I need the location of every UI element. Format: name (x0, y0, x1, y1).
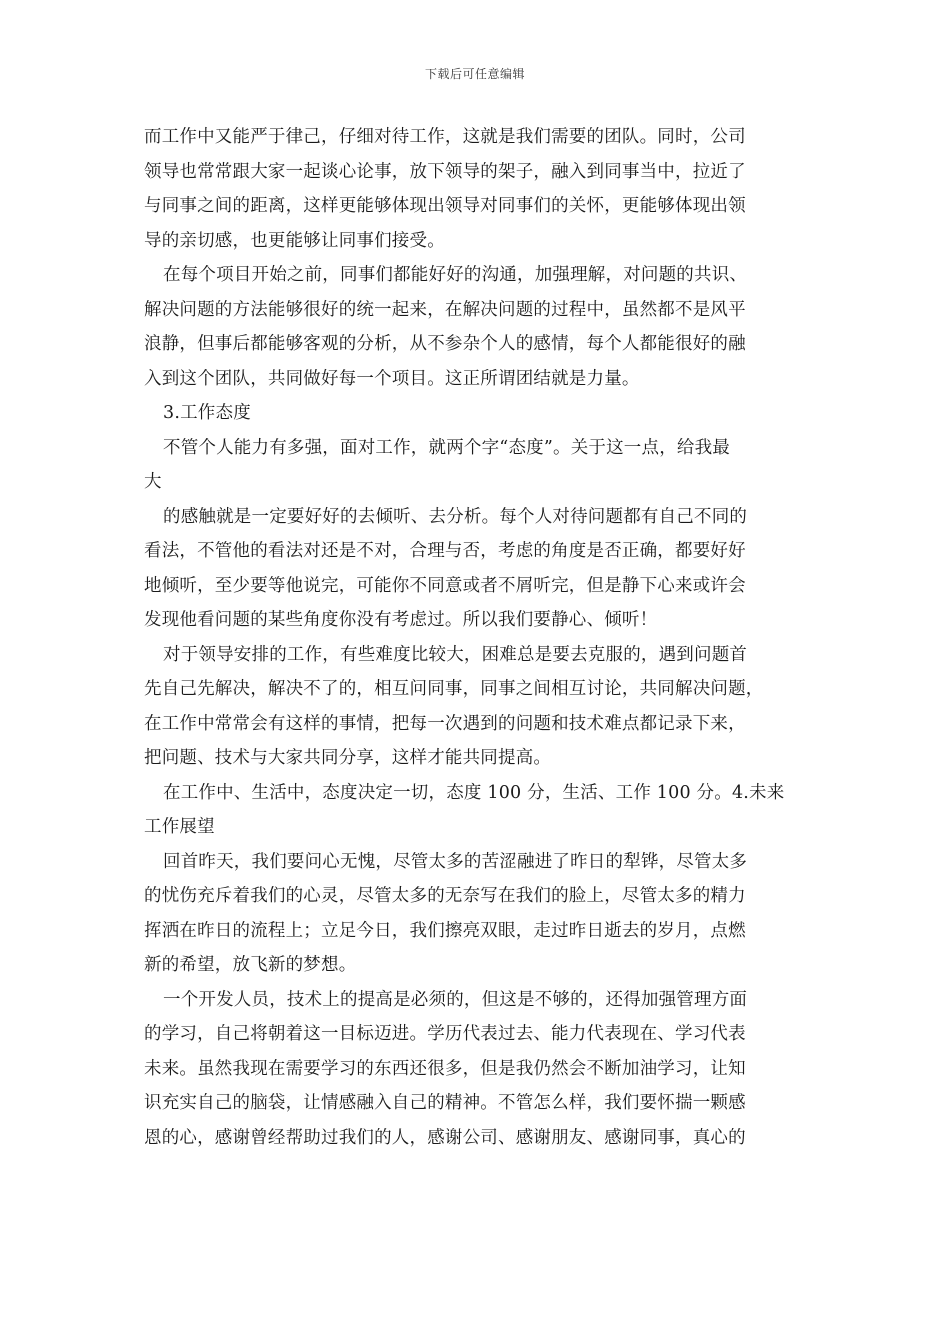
text-line: 把问题、技术与大家共同分享，这样才能共同提高。 (144, 748, 552, 768)
text-line: 挥洒在昨日的流程上；立足今日，我们擦亮双眼，走过昨日逝去的岁月，点燃 (144, 920, 746, 941)
text-line: 的感触就是一定要好好的去倾听、去分析。每个人对待问题都有自己不同的 (163, 506, 748, 527)
text-line: 先自己先解决，解决不了的，相互问同事，同事之间相互讨论，共同解决问题， (144, 679, 764, 699)
text-line: 一个开发人员，技术上的提高是必须的，但这是不够的，还得加强管理方面 (163, 989, 748, 1010)
text-line: 看法，不管他的看法对还是不对，合理与否，考虑的角度是否正确，都要好好 (144, 541, 746, 561)
text-line: 发现他看问题的某些角度你没有考虑过。所以我们要静心、倾听！ (144, 610, 658, 630)
text-line: 对于领导安排的工作，有些难度比较大，困难总是要去克服的，遇到问题首 (163, 644, 748, 665)
text-line: 在工作中、生活中，态度决定一切，态度 100 分，生活、工作 100 分。4.未来 (163, 782, 785, 803)
text-line: 识充实自己的脑袋，让情感融入自己的精神。不管怎么样，我们要怀揣一颗感 (144, 1093, 746, 1113)
text-line: 回首昨天，我们要问心无愧，尽管太多的苦涩融进了昨日的犁铧，尽管太多 (163, 851, 748, 872)
text-line: 未来。虽然我现在需要学习的东西还很多，但是我仍然会不断加油学习，让知 (144, 1058, 746, 1079)
text-line: 在工作中常常会有这样的事情，把每一次遇到的问题和技术难点都记录下来， (144, 713, 746, 734)
text-line: 的忧伤充斥着我们的心灵，尽管太多的无奈写在我们的脸上，尽管太多的精力 (144, 886, 746, 906)
text-line: 解决问题的方法能够很好的统一起来，在解决问题的过程中，虽然都不是风平 (144, 299, 746, 320)
text-line: 不管个人能力有多强，面对工作，就两个字“态度”。关于这一点，给我最 (163, 437, 730, 458)
text-line: 而工作中又能严于律己，仔细对待工作，这就是我们需要的团队。同时，公司 (144, 127, 746, 147)
text-line: 3.工作态度 (163, 403, 251, 423)
text-line: 领导也常常跟大家一起谈心论事，放下领导的架子，融入到同事当中，拉近了 (144, 161, 746, 182)
text-line: 在每个项目开始之前，同事们都能好好的沟通，加强理解，对问题的共识、 (163, 265, 748, 285)
text-line: 入到这个团队，共同做好每一个项目。这正所谓团结就是力量。 (144, 368, 640, 389)
text-line: 的学习，自己将朝着这一目标迈进。学历代表过去、能力代表现在、学习代表 (144, 1024, 746, 1044)
page-header: 下载后可任意编辑 (424, 67, 525, 81)
document-body (144, 120, 824, 1155)
text-line: 地倾听，至少要等他说完，可能你不同意或者不屑听完，但是静下心来或许会 (144, 575, 746, 596)
text-line: 工作展望 (144, 817, 215, 837)
text-line: 与同事之间的距离，这样更能够体现出领导对同事们的关怀，更能够体现出领 (144, 196, 746, 216)
text-line: 大 (144, 472, 162, 492)
text-line: 恩的心，感谢曾经帮助过我们的人，感谢公司、感谢朋友、感谢同事，真心的 (144, 1127, 746, 1148)
text-line: 新的希望，放飞新的梦想。 (144, 955, 357, 975)
text-line: 导的亲切感，也更能够让同事们接受。 (144, 230, 445, 251)
text-line: 浪静，但事后都能够客观的分析，从不参杂个人的感情，每个人都能很好的融 (144, 334, 746, 354)
